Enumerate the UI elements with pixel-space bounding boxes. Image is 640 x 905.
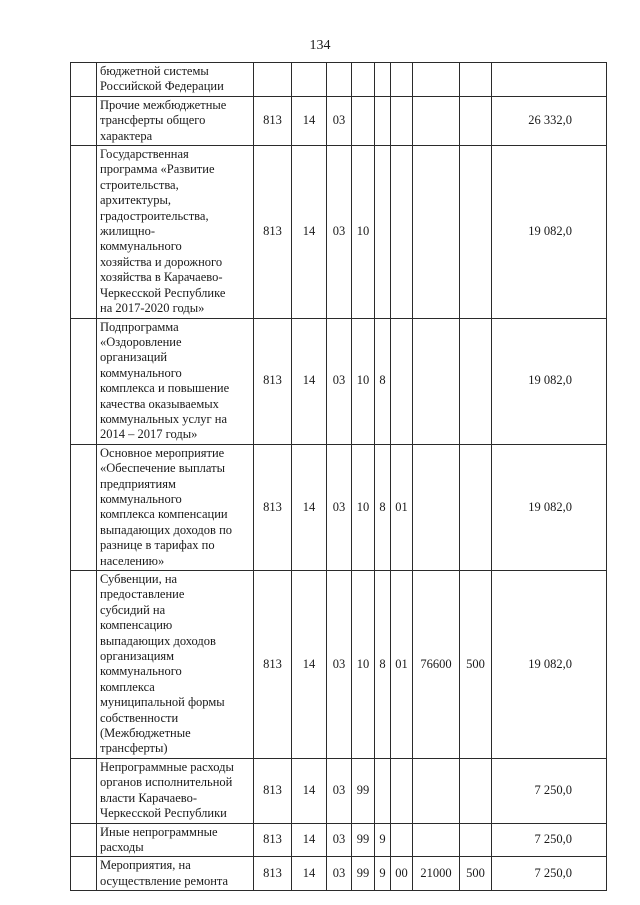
program-cell: 10 [352,444,375,570]
expense-type-cell: 500 [460,857,492,891]
item-name-line: «Оздоровление [100,334,182,349]
item-name-line: программа «Развитие [100,162,215,177]
direction-cell [413,444,460,570]
item-name-line: на 2017-2020 годы» [100,301,205,316]
item-name-line: Черкесской Республики [100,806,227,821]
item-name-line: населению» [100,553,165,568]
event-cell [391,318,413,444]
section-cell: 14 [292,571,327,759]
subsection-cell: 03 [327,146,352,318]
subprogram-cell: 8 [375,318,391,444]
amount-cell: 19 082,0 [492,146,607,318]
item-name-line: характера [100,128,153,143]
item-name-line: Основное мероприятие [100,445,225,460]
direction-cell: 21000 [413,857,460,891]
section-cell: 14 [292,318,327,444]
table-row [71,63,607,97]
table-row [71,318,607,444]
table-row [71,146,607,318]
item-name-line: Непрограммные расходы [100,759,234,774]
item-name-line: комплекса компенсации [100,507,228,522]
item-name-line: трансферты общего [100,113,206,128]
row-number-cell [71,857,97,891]
item-name-cell [97,96,254,145]
event-cell: 01 [391,444,413,570]
item-name-line: предоставление [100,587,185,602]
row-number-cell [71,444,97,570]
item-name-line: Российской Федерации [100,79,224,94]
budget-table-body [71,63,607,891]
subprogram-cell [375,63,391,97]
item-name-line: субсидий на [100,602,166,617]
event-cell [391,96,413,145]
item-name-line: комплекса [100,679,155,694]
item-name-line: Иные непрограммные [100,824,218,839]
item-name-line: архитектуры, [100,193,171,208]
item-name-line: Субвенции, на [100,572,178,586]
row-number-cell [71,63,97,97]
subsection-cell [327,63,352,97]
item-name-cell [97,318,254,444]
item-name-cell [97,823,254,857]
amount-cell [492,63,607,97]
budget-code-cell: 813 [254,318,292,444]
item-name-line: градостроительства, [100,208,209,223]
budget-code-cell: 813 [254,96,292,145]
event-cell [391,63,413,97]
direction-cell [413,758,460,823]
item-name-cell [97,758,254,823]
expense-type-cell [460,758,492,823]
item-name-cell [97,857,254,891]
item-name-line: муниципальной формы [100,695,225,710]
program-cell: 10 [352,318,375,444]
program-cell: 99 [352,758,375,823]
item-name-line: организациям [100,649,175,664]
amount-cell: 19 082,0 [492,444,607,570]
item-name-line: расходы [100,839,144,854]
item-name-line: коммунального [100,365,182,380]
item-name-line: Подпрограмма [100,319,179,334]
item-name-cell [97,444,254,570]
subprogram-cell: 8 [375,444,391,570]
section-cell: 14 [292,96,327,145]
budget-code-cell [254,63,292,97]
table-row [71,571,607,759]
item-name-line: осуществление ремонта [100,873,229,888]
program-cell: 99 [352,823,375,857]
subsection-cell: 03 [327,758,352,823]
expense-type-cell [460,146,492,318]
item-name-line: строительства, [100,177,179,192]
item-name-line: органов исполнительной [100,775,233,790]
section-cell: 14 [292,444,327,570]
expense-type-cell [460,96,492,145]
budget-table [70,62,607,891]
item-name-line: Мероприятия, на [100,858,191,873]
program-cell: 10 [352,146,375,318]
subsection-cell: 03 [327,857,352,891]
budget-code-cell: 813 [254,857,292,891]
subsection-cell: 03 [327,823,352,857]
table-row [71,758,607,823]
section-cell [292,63,327,97]
program-cell [352,96,375,145]
item-name-line: Государственная [100,147,189,162]
amount-cell: 26 332,0 [492,96,607,145]
table-row [71,823,607,857]
item-name-line: Прочие межбюджетные [100,97,227,112]
direction-cell [413,318,460,444]
item-name-line: качества оказываемых [100,396,219,411]
direction-cell [413,63,460,97]
item-name-cell [97,571,254,759]
expense-type-cell [460,63,492,97]
item-name-line: выпадающих доходов [100,633,216,648]
direction-cell: 76600 [413,571,460,759]
program-cell: 99 [352,857,375,891]
budget-code-cell: 813 [254,444,292,570]
item-name-line: компенсацию [100,618,173,633]
item-name-cell [97,146,254,318]
item-name-line: власти Карачаево- [100,790,197,805]
amount-cell: 19 082,0 [492,571,607,759]
budget-code-cell: 813 [254,146,292,318]
item-name-line: хозяйства в Карачаево- [100,270,223,285]
item-name-line: 2014 – 2017 годы» [100,427,198,442]
event-cell [391,758,413,823]
subprogram-cell [375,96,391,145]
subprogram-cell: 9 [375,857,391,891]
budget-code-cell: 813 [254,758,292,823]
item-name-line: хозяйства и дорожного [100,254,223,269]
item-name-line: (Межбюджетные [100,726,191,741]
row-number-cell [71,96,97,145]
subprogram-cell: 8 [375,571,391,759]
amount-cell: 7 250,0 [492,823,607,857]
section-cell: 14 [292,758,327,823]
item-name-line: разнице в тарифах по [100,538,215,553]
item-name-line: коммунального [100,239,182,254]
subprogram-cell: 9 [375,823,391,857]
budget-code-cell: 813 [254,823,292,857]
event-cell: 00 [391,857,413,891]
row-number-cell [71,318,97,444]
program-cell [352,63,375,97]
row-number-cell [71,146,97,318]
direction-cell [413,96,460,145]
subprogram-cell [375,758,391,823]
row-number-cell [71,758,97,823]
subsection-cell: 03 [327,444,352,570]
item-name-line: организаций [100,350,168,365]
section-cell: 14 [292,857,327,891]
item-name-line: выпадающих доходов по [100,522,233,537]
item-name-line: предприятиям [100,476,176,491]
item-name-line: комплекса и повышение [100,381,230,396]
table-row [71,96,607,145]
row-number-cell [71,823,97,857]
table-row [71,857,607,891]
budget-table-container [70,62,606,891]
item-name-line: бюджетной системы [100,64,209,78]
item-name-cell [97,63,254,97]
event-cell [391,146,413,318]
subprogram-cell [375,146,391,318]
subsection-cell: 03 [327,571,352,759]
page-number: 134 [309,38,331,53]
item-name-line: коммунального [100,664,182,679]
amount-cell: 7 250,0 [492,758,607,823]
direction-cell [413,146,460,318]
direction-cell [413,823,460,857]
expense-type-cell: 500 [460,571,492,759]
table-row [71,444,607,570]
item-name-line: коммунальных услуг на [100,411,228,426]
budget-code-cell: 813 [254,571,292,759]
section-cell: 14 [292,146,327,318]
expense-type-cell [460,444,492,570]
item-name-line: трансферты) [100,741,168,756]
subsection-cell: 03 [327,96,352,145]
item-name-line: Черкесской Республике [100,285,226,300]
expense-type-cell [460,318,492,444]
subsection-cell: 03 [327,318,352,444]
event-cell: 01 [391,571,413,759]
item-name-line: «Обеспечение выплаты [100,461,226,476]
amount-cell: 19 082,0 [492,318,607,444]
item-name-line: жилищно- [100,224,155,239]
expense-type-cell [460,823,492,857]
row-number-cell [71,571,97,759]
event-cell [391,823,413,857]
item-name-line: собственности [100,710,179,725]
program-cell: 10 [352,571,375,759]
item-name-line: коммунального [100,491,182,506]
amount-cell: 7 250,0 [492,857,607,891]
section-cell: 14 [292,823,327,857]
